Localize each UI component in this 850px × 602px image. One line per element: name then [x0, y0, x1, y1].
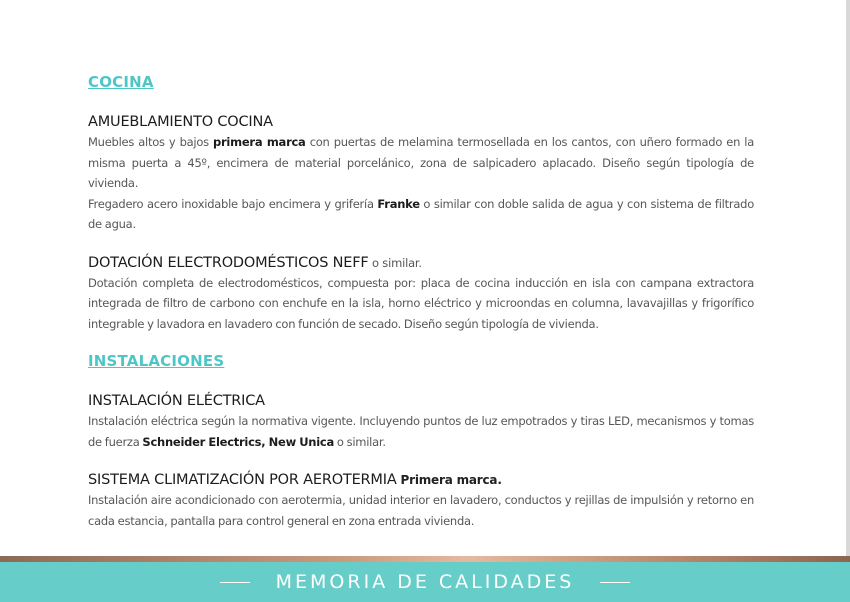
item-title: SISTEMA CLIMATIZACIÓN POR AEROTERMIA Primera marca. [88, 472, 502, 488]
section-title-cocina: COCINA [88, 73, 154, 91]
item-title: AMUEBLAMIENTO COCINA [88, 114, 273, 130]
item-paragraph: Fregadero acero inoxidable bajo encimera y grifería Franke o similar con doble salida de agua y con sistema de filtrado de agua. [88, 196, 754, 231]
footer-banner [0, 562, 850, 602]
footer-line-right [600, 582, 630, 583]
footer-line-left [220, 582, 250, 583]
item-instalacion-electrica [88, 391, 754, 452]
item-dotacion-electrodomesticos [88, 253, 754, 335]
item-paragraph: Instalación eléctrica según la normativa vigente. Incluyendo puntos de luz empotrados y tiras LED, mecanismos y tomas de fuerza Schneider Electrics, New Unica o similar. [88, 414, 754, 449]
item-paragraph: Instalación aire acondicionado con aerotermia, unidad interior en lavadero, conductos y rejillas de impulsión y retorno en cada estancia, pantalla para control general en zona entrada vivienda. [88, 493, 754, 528]
item-paragraph: Dotación completa de electrodomésticos, compuesta por: placa de cocina inducción en isla con campana extractora integrada de filtro de carbono con enchufe en la isla, horno eléctrico y microondas en columna, lavavajillas y frigorífico integrable y lavadora en lavadero con función de secado. Diseño según tipología de vivienda. [88, 275, 754, 331]
footer-title: MEMORIA DE CALIDADES [275, 571, 575, 593]
item-amueblamiento-cocina [88, 112, 754, 235]
item-title: DOTACIÓN ELECTRODOMÉSTICOS NEFF o similar. [88, 254, 422, 271]
item-paragraph: Muebles altos y bajos primera marca con puertas de melamina termosellada en los cantos, con uñero formado en la misma puerta a 45º, encimera de material porcelánico, zona de salpicadero aplacado. Diseño según tipología de vivienda. [88, 135, 754, 190]
item-sistema-climatizacion [88, 470, 754, 531]
section-title-instalaciones: INSTALACIONES [88, 352, 225, 370]
page-edge [846, 0, 850, 556]
item-title: INSTALACIÓN ELÉCTRICA [88, 393, 265, 409]
document-content [88, 72, 754, 531]
